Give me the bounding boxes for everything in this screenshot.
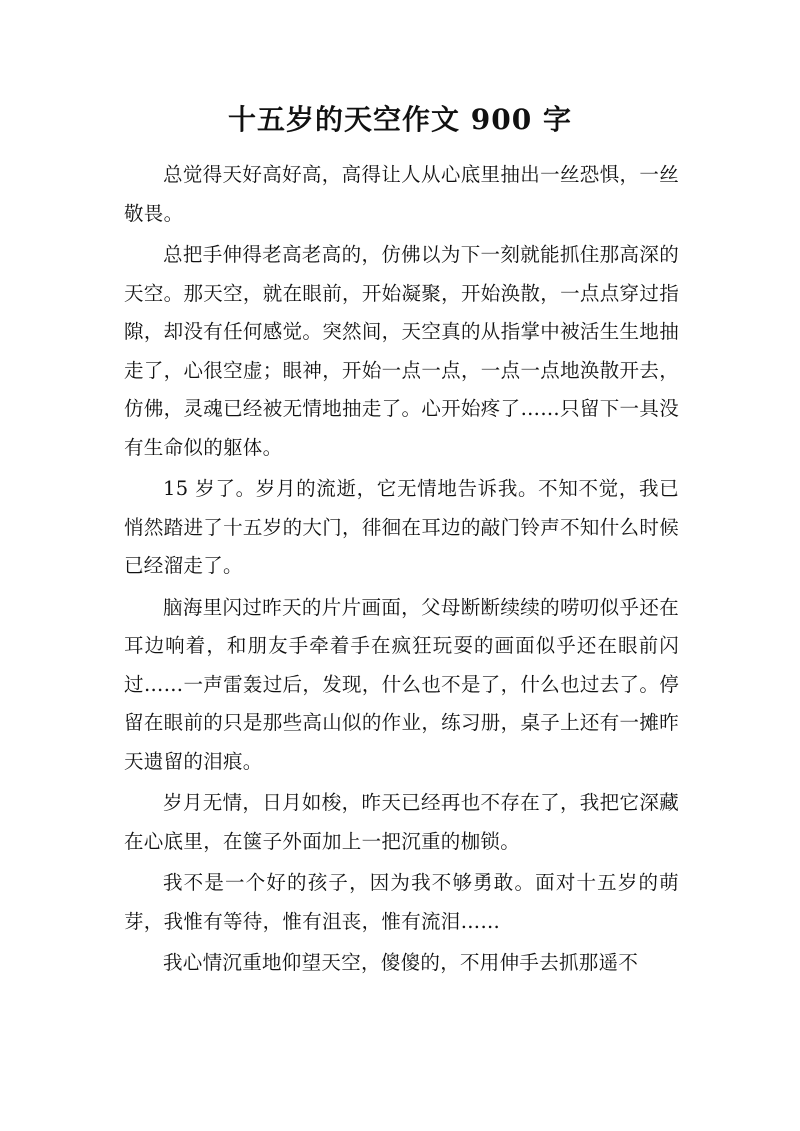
paragraph-2: 总把手伸得老高老高的，仿佛以为下一刻就能抓住那高深的天空。那天空，就在眼前，开始凝聚，开始涣散，一点点穿过指隙，却没有任何感觉。突然间，天空真的从指掌中被活生生地抽走了，心很空虚；眼神，开始一点一点，一点一点地涣散开去，仿佛，灵魂已经被无情地抽走了。心开始疼了……只留下一具没有生命似的躯体。 [124,243,679,459]
paragraph-7: 我心情沉重地仰望天空，傻傻的，不用伸手去抓那遥不 [163,951,639,974]
paragraph-1: 总觉得天好高好高，高得让人从心底里抽出一丝恐惧，一丝敬畏。 [124,163,679,225]
paragraph-3: 15 岁了。岁月的流逝，它无情地告诉我。不知不觉，我已悄然踏进了十五岁的大门，徘徊在耳边的敲门铃声不知什么时候已经溜走了。 [124,477,679,577]
paragraph-5: 岁月无情，日月如梭，昨天已经再也不存在了，我把它深藏在心底里，在箧子外面加上一把沉重的枷锁。 [124,791,679,853]
document-title: 十五岁的天空作文 900 字 [228,103,572,136]
paragraph-4: 脑海里闪过昨天的片片画面，父母断断续续的唠叨似乎还在耳边响着，和朋友手牵着手在疯狂玩耍的画面似乎还在眼前闪过……一声雷轰过后，发现，什么也不是了，什么也过去了。停留在眼前的只是那些高山似的作业，练习册，桌子上还有一摊昨天遗留的泪痕。 [124,595,679,773]
essay-body [124,156,679,986]
paragraph-6: 我不是一个好的孩子，因为我不够勇敢。面对十五岁的萌芽，我惟有等待，惟有沮丧，惟有流泪…… [124,871,679,933]
